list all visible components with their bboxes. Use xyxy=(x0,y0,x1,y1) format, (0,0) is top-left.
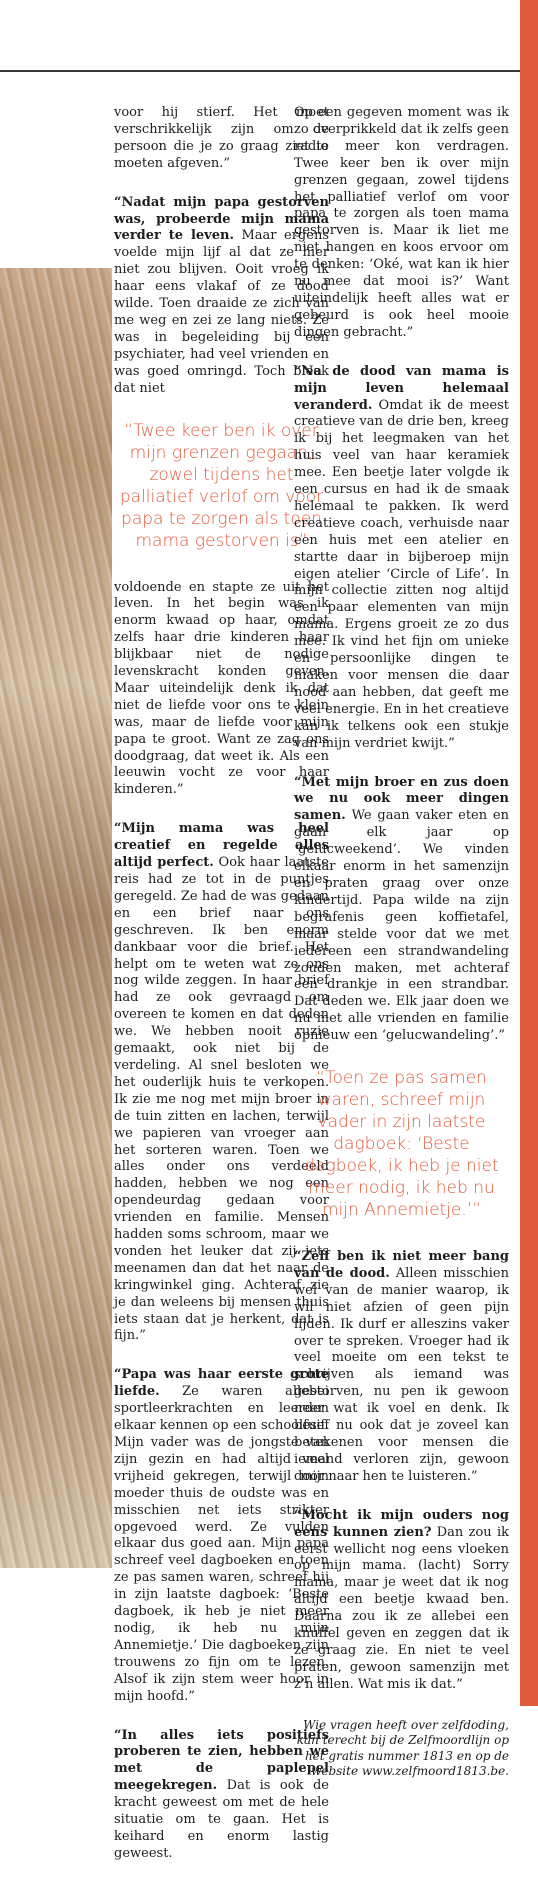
paragraph-lead: “Nadat mijn papa gestorven was, probeerde mijn mama verder te leven. xyxy=(114,194,329,244)
paragraph-text: Omdat ik de meest creatieve van de drie ben, kreeg ik bij het leegmaken van het huis veel van haar keramiek mee. Een beetje later volgde ik een cursus en had ik de smaak helemaal te pakken. Ik werd creatieve coach, verhuisde naar een huis met een atelier en startte daar in bijberoep mijn eigen atelier ‘Circle of Life’. In mijn collectie zitten nog altijd een paar elementen van mijn mama. Ergens groeit ze zo dus mee. Ik vind het fijn om unieke en persoonlijke dingen te maken voor mensen die daar nood aan hebben, dat geeft me veel energie. En in het creatieve kan ik telkens ook een stukje van mijn verdriet kwijt.” xyxy=(294,397,509,751)
paragraph-text: We gaan vaker eten en gaan elk jaar op ‘gelucweekend’. We vinden elkaar enorm in het samenzijn en praten graag over onze kindertijd. Papa wilde na zijn begrafenis geen koffietafel, maar stelde voor dat we met iedereen een strandwandeling zouden maken, met achteraf een drankje in een strandbar. Dat deden we. Elk jaar doen we nu met alle vrienden en familie opnieuw een ‘gelucwandeling’.” xyxy=(294,808,509,1044)
paragraph-text: Alleen misschien wel van de manier waarop, ik wil niet afzien of geen pijn lijden. Ik durf er alleszins vaker over te spreken. Vroeger had ik veel moeite om een tekst te schrijven als iemand was gestorven, nu pen ik gewoon neer wat ik voel en denk. Ik besef nu ook dat je zoveel kan betekenen voor mensen die iemand verloren zijn, gewoon door naar hen te luisteren.” xyxy=(294,1265,510,1484)
paragraph-lead: “Na de dood van mama is mijn leven helemaal veranderd. xyxy=(294,363,509,413)
paragraph-text: Dat is ook de kracht geweest om met de hele situatie om te gaan. Het is keihard en enorm lastig geweest. xyxy=(114,1778,329,1861)
paragraph-lead: “In alles iets positiefs proberen te zien, hebben we met de paplepel meegekregen. xyxy=(114,1727,329,1794)
paragraph-text: Ze waren allebei sportleerkrachten en leerden elkaar kennen op een schoolfuif. Mijn vader was de jongste van zijn gezin en had altijd veel vrijheid gekregen, terwijl mijn moeder thuis de oudste was en misschien net iets strikter opgevoed werd. Ze vulden elkaar dus goed aan. Mijn papa schreef veel dagboeken en toen ze pas samen waren, schreef hij in zijn laatste dagboek: ‘Beste dagboek, ik heb je niet meer nodig, ik heb nu mijn Annemietje.’ Die dagboeken zijn trouwens zo fijn om te lezen. Alsof ik zijn stem weer hoor in mijn hoofd.” xyxy=(114,1384,329,1704)
paragraph xyxy=(294,105,509,342)
reed-photo xyxy=(0,268,112,1568)
paragraph-lead: “Mijn mama was heel creatief en regelde alles altijd perfect. xyxy=(114,821,329,871)
accent-side-bar xyxy=(520,0,538,1706)
paragraph-lead: “Zelf ben ik niet meer bang van de dood. xyxy=(294,1249,509,1281)
paragraph xyxy=(294,364,509,753)
paragraph-text: Op een gegeven moment was ik zo overprikkeld dat ik zelfs geen radio meer kon verdragen. Twee keer ben ik over mijn grenzen gegaan, zowel tijdens het palliatief verlof om voor papa te zorgen als toen mama gestorven is. Maar ik liet me niet hangen en koos ervoor om te denken: ‘Oké, wat kan ik hier nu mee dat mooi is?’ Want uiteindelijk heeft alles wat er gebeurd is ook heel mooie dingen gebracht.” xyxy=(294,105,509,340)
right-column xyxy=(294,105,509,1780)
paragraph-text: voor hij stierf. Het moet verschrikkelijk zijn om de persoon die je zo graag ziet te moeten afgeven.” xyxy=(114,105,329,171)
paragraph xyxy=(294,1249,509,1486)
pull-quote: “Twee keer ben ik over mijn grenzen gegaan, zowel tijdens het palliatief verlof om voor papa te zorgen als toen mama gestorven is” xyxy=(119,420,324,551)
paragraph-text: Maar ergens voelde mijn lijf al dat ze hier niet zou blijven. Ooit vroeg ik haar eens vlakaf of ze dood wilde. Toen draaide ze zich van me weg en zei ze lang niets. Ze was in begeleiding bij een psychiater, had veel vrienden en was goed omringd. Toch bleek dat niet xyxy=(114,228,329,396)
paragraph-text: Dan zou ik eerst wellicht nog eens vloeken op mijn mama. (lacht) Sorry mama, maar je weet dat ik nog altijd een beetje kwaad ben. Daarna zou ik ze allebei een knuffel geven en zeggen dat ik ze graag zie. En niet te veel praten, gewoon samenzijn met z’n allen. Wat mis ik dat.” xyxy=(294,1524,509,1692)
paragraph xyxy=(294,775,509,1046)
paragraph xyxy=(294,1508,509,1694)
paragraph-lead: “Mocht ik mijn ouders nog eens kunnen zien? xyxy=(294,1507,509,1540)
footnote: Wie vragen heeft over zelfdoding, kan terecht bij de Zelfmoordlijn op het gratis nummer 1813 en op de website www.zelfmoord1813.be. xyxy=(296,1717,509,1779)
paragraph-lead: “Met mijn broer en zus doen we nu ook meer dingen samen. xyxy=(294,774,509,824)
paragraph-lead: “Papa was haar eerste grote liefde. xyxy=(114,1367,329,1400)
paragraph-text: voldoende en stapte ze uit het leven. In het begin was ik enorm kwaad op haar, omdat zelfs haar drie kinderen haar blijkbaar niet de nodige levenskracht konden geven. Maar uiteindelijk denk ik dat niet de liefde voor ons te klein was, maar de liefde voor mijn papa te groot. Want ze zag ons doodgraag, dat weet ik. Als een leeuwin vocht ze voor haar kinderen.” xyxy=(114,579,329,798)
pull-quote: “Toen ze pas samen waren, schreef mijn vader in zijn laatste dagboek: ‘Beste dagboek, ik heb je niet meer nodig, ik heb nu mijn Annemietje.’” xyxy=(304,1068,499,1221)
paragraph-text: Ook haar laatste reis had ze tot in de puntjes geregeld. Ze had de was gedaan en een brief naar ons geschreven. Ik ben enorm dankbaar voor die brief. Het helpt om te weten wat ze ons nog wilde zeggen. In haar brief had ze ook gevraagd om overeen te komen en dat deden we. We hebben nooit ruzie gemaakt, ook niet bij de verdeling. Al snel besloten we het ouderlijk huis te verkopen. Ik zie me nog met mijn broer in de tuin zitten en lachen, terwijl we papieren van vroeger aan het sorteren waren. Toen we alles onder ons verdeeld hadden, hebben we nog een opendeurdag gedaan voor vrienden en familie. Mensen hadden soms schroom, maar we vonden het leuker dat zij iets meenamen dan dat het naar de kringwinkel ging. Achteraf zie je dan weleens bij mensen thuis iets staan dat je herkent, dat is fijn.” xyxy=(114,855,329,1344)
top-rule xyxy=(0,70,520,72)
